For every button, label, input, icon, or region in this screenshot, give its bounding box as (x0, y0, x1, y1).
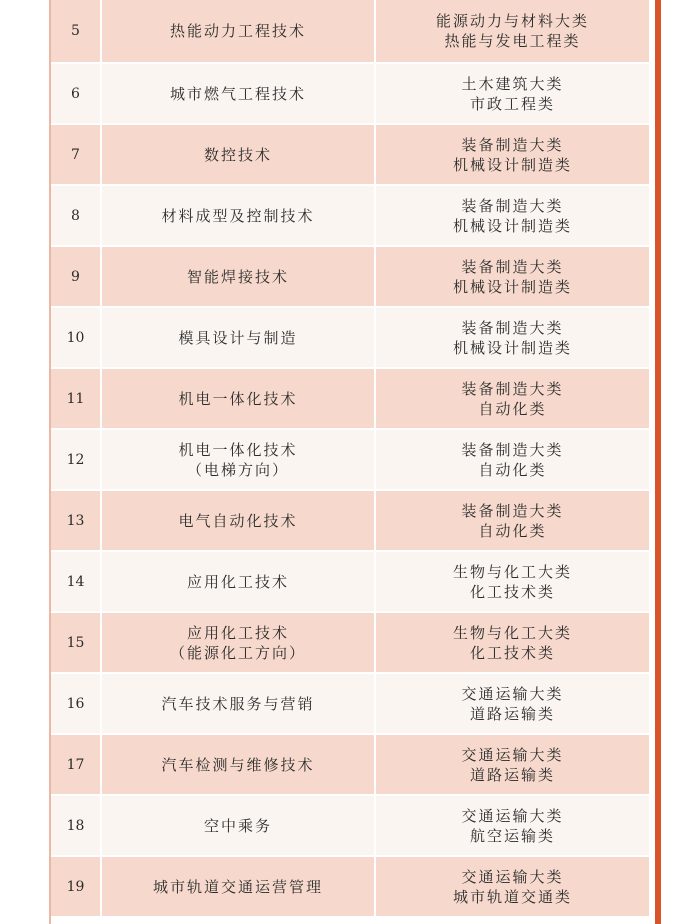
major-name: 模具设计与制造 (178, 328, 298, 347)
major-name-cell (102, 857, 374, 916)
major-name-cell (102, 796, 374, 855)
table-row (51, 186, 649, 245)
major-table (51, 0, 649, 918)
table-row (51, 0, 649, 62)
category-major: 交通运输大类 (461, 745, 564, 764)
category-minor: 航空运输类 (469, 826, 555, 845)
row-number: 7 (51, 125, 100, 184)
category-cell (376, 735, 649, 794)
major-name: 数控技术 (203, 145, 272, 164)
category-minor: 机械设计制造类 (452, 216, 572, 235)
category-minor: 化工技术类 (469, 582, 555, 601)
major-name-cell (102, 674, 374, 733)
row-number: 17 (51, 735, 100, 794)
table-row (51, 857, 649, 916)
category-major: 装备制造大类 (461, 257, 564, 276)
major-name: 空中乘务 (203, 816, 272, 835)
category-major: 装备制造大类 (461, 196, 564, 215)
category-major: 交通运输大类 (461, 867, 564, 886)
table-row (51, 430, 649, 489)
table-row (51, 796, 649, 855)
table-row (51, 308, 649, 367)
major-name-cell (102, 369, 374, 428)
major-name: 智能焊接技术 (186, 267, 289, 286)
row-number: 18 (51, 796, 100, 855)
table-row (51, 491, 649, 550)
major-name-cell (102, 247, 374, 306)
table-row (51, 125, 649, 184)
category-major: 生物与化工大类 (452, 562, 572, 581)
major-name-cell (102, 430, 374, 489)
category-minor: 机械设计制造类 (452, 338, 572, 357)
category-major: 生物与化工大类 (452, 623, 572, 642)
row-number: 19 (51, 857, 100, 916)
category-cell (376, 186, 649, 245)
category-minor: 机械设计制造类 (452, 155, 572, 174)
category-major: 能源动力与材料大类 (435, 12, 589, 30)
row-number: 10 (51, 308, 100, 367)
major-name-cell (102, 64, 374, 123)
right-accent-bar (655, 0, 661, 924)
category-minor: 热能与发电工程类 (444, 32, 581, 50)
major-name: 材料成型及控制技术 (161, 206, 315, 225)
major-name-cell (102, 552, 374, 611)
category-cell (376, 369, 649, 428)
major-name: 汽车检测与维修技术 (161, 755, 315, 774)
category-cell (376, 552, 649, 611)
major-direction: （电梯方向） (186, 460, 289, 479)
major-direction: （能源化工方向） (169, 643, 306, 662)
category-major: 装备制造大类 (461, 440, 564, 459)
table-row (51, 674, 649, 733)
category-major: 交通运输大类 (461, 806, 564, 825)
category-cell (376, 308, 649, 367)
category-major: 装备制造大类 (461, 501, 564, 520)
major-name: 电气自动化技术 (178, 511, 298, 530)
row-number: 8 (51, 186, 100, 245)
row-number: 9 (51, 247, 100, 306)
row-number: 15 (51, 613, 100, 672)
row-number: 12 (51, 430, 100, 489)
category-major: 装备制造大类 (461, 318, 564, 337)
major-name-cell (102, 613, 374, 672)
row-number: 11 (51, 369, 100, 428)
table-row (51, 613, 649, 672)
category-cell (376, 430, 649, 489)
row-number: 5 (51, 0, 100, 62)
major-name-cell (102, 125, 374, 184)
major-name-cell (102, 308, 374, 367)
category-cell (376, 491, 649, 550)
table-row (51, 64, 649, 123)
row-number: 13 (51, 491, 100, 550)
major-name: 机电一体化技术 (178, 389, 298, 408)
category-minor: 机械设计制造类 (452, 277, 572, 296)
major-name: 城市轨道交通运营管理 (152, 877, 323, 896)
category-minor: 自动化类 (478, 521, 547, 540)
table-row (51, 369, 649, 428)
row-number: 16 (51, 674, 100, 733)
category-major: 装备制造大类 (461, 135, 564, 154)
major-name: 应用化工技术 (186, 572, 289, 591)
category-minor: 自动化类 (478, 460, 547, 479)
table-row (51, 552, 649, 611)
category-cell (376, 796, 649, 855)
category-major: 装备制造大类 (461, 379, 564, 398)
row-number: 6 (51, 64, 100, 123)
category-cell (376, 0, 649, 62)
major-name: 机电一体化技术 (178, 440, 298, 459)
category-minor: 自动化类 (478, 399, 547, 418)
category-major: 土木建筑大类 (461, 74, 564, 93)
major-name-cell (102, 186, 374, 245)
category-cell (376, 125, 649, 184)
row-number: 14 (51, 552, 100, 611)
major-name: 城市燃气工程技术 (169, 84, 306, 103)
category-minor: 化工技术类 (469, 643, 555, 662)
major-name: 汽车技术服务与营销 (161, 694, 315, 713)
category-cell (376, 64, 649, 123)
major-name: 应用化工技术 (186, 623, 289, 642)
category-minor: 道路运输类 (469, 704, 555, 723)
major-name-cell (102, 0, 374, 62)
major-name-cell (102, 491, 374, 550)
category-cell (376, 613, 649, 672)
table-row (51, 735, 649, 794)
category-minor: 城市轨道交通类 (452, 887, 572, 906)
category-cell (376, 857, 649, 916)
major-name: 热能动力工程技术 (169, 22, 306, 40)
major-name-cell (102, 735, 374, 794)
category-minor: 道路运输类 (469, 765, 555, 784)
category-minor: 市政工程类 (469, 94, 555, 113)
table-row (51, 247, 649, 306)
category-major: 交通运输大类 (461, 684, 564, 703)
category-cell (376, 247, 649, 306)
category-cell (376, 674, 649, 733)
